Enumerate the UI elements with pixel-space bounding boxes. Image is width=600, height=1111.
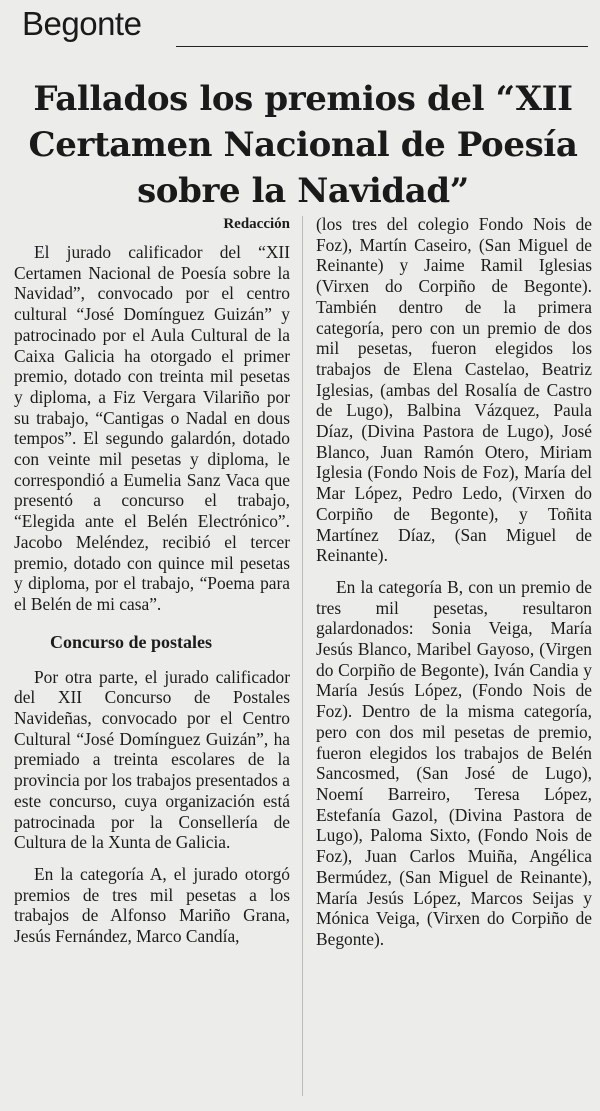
- column-divider: [302, 216, 303, 1096]
- byline: Redacción: [223, 216, 290, 232]
- section-label: Begonte: [22, 5, 142, 42]
- article-paragraph: En la categoría A, el jurado otorgó premios de tres mil pesetas a los trabajos de Alfonso Mariño Grana, Jesús Fernández, Marco Candía,: [14, 863, 290, 947]
- headline: Fallados los premios del “XII Certamen Nacional de Poesía sobre la Navidad”: [28, 79, 578, 211]
- article-paragraph: El jurado calificador del “XII Certamen Nacional de Poesía sobre la Navidad”, convocado por el centro cultural “José Domínguez Guizán” y patrocinado por el Aula Cultural de la Caixa Galicia ha otorgado el primer premio, dotado con treinta mil pesetas y diploma, a Fiz Vergara Vilariño por su trabajo, “Cantigas o Nadal en dous tempos”. El segundo galardón, dotado con veinte mil pesetas y diploma, le correspondió a Eumelia Sanz Vaca que presentó a concurso el trabajo, “Elegida ante el Belén Electrónico”. Jacobo Meléndez, recibió el tercer premio, dotado con quince mil pesetas y diploma, por el trabajo, “Poema para el Belén de mi casa”.: [14, 242, 290, 614]
- article-paragraph: (los tres del colegio Fondo Nois de Foz), Martín Caseiro, (San Miguel de Reinante) y Jaime Ramil Iglesias (Virxen do Corpiño de Begonte). También dentro de la primera categoría, pero con un premio de dos mil pesetas, fueron elegidos los trabajos de Elena Castelao, Beatriz Iglesias, (ambas del Rosalía de Castro de Lugo), Balbina Vázquez, Paula Díaz, (Divina Pastora de Lugo), José Blanco, Juan Ramón Otero, Miriam Iglesia (Fondo Nois de Foz), María del Mar López, Pedro Ledo, (Virxen do Corpiño de Begonte), y Toñita Martínez Díaz, (San Miguel de Reinante).: [316, 214, 592, 566]
- article-paragraph: En la categoría B, con un premio de tres mil pesetas, resultaron galardonados: Sonia Veiga, María Jesús Blanco, Maribel Gayoso, (Virgen do Corpiño de Begonte), Iván Candia y María Jesús López, (Fondo Nois de Foz). Dentro de la misma categoría, pero con dos mil pesetas de premio, fueron elegidos los trabajos de Belén Sancosmed, (San José de Lugo), Noemí Barreiro, Teresa López, Estefanía Gazol, (Divina Pastora de Lugo), Paloma Sixto, (Fondo Nois de Foz), Juan Carlos Muiña, Angélica Bermúdez, (San Miguel de Reinante), María Jesús López, Marcos Seijas y Mónica Veiga, (Virxen do Corpiño de Begonte).: [316, 576, 592, 949]
- article-column-left: [14, 214, 290, 947]
- section-rule: [176, 46, 588, 47]
- subhead: Concurso de postales: [50, 631, 213, 652]
- article-column-right: [316, 214, 592, 950]
- article-paragraph: Por otra parte, el jurado calificador del XII Concurso de Postales Navideñas, convocado por el Centro Cultural “José Domínguez Guizán”, ha premiado a treinta escolares de la provincia por los trabajos presentados a este concurso, cuya organización está patrocinada por la Consellería de Cultura de la Xunta de Galicia.: [14, 666, 290, 853]
